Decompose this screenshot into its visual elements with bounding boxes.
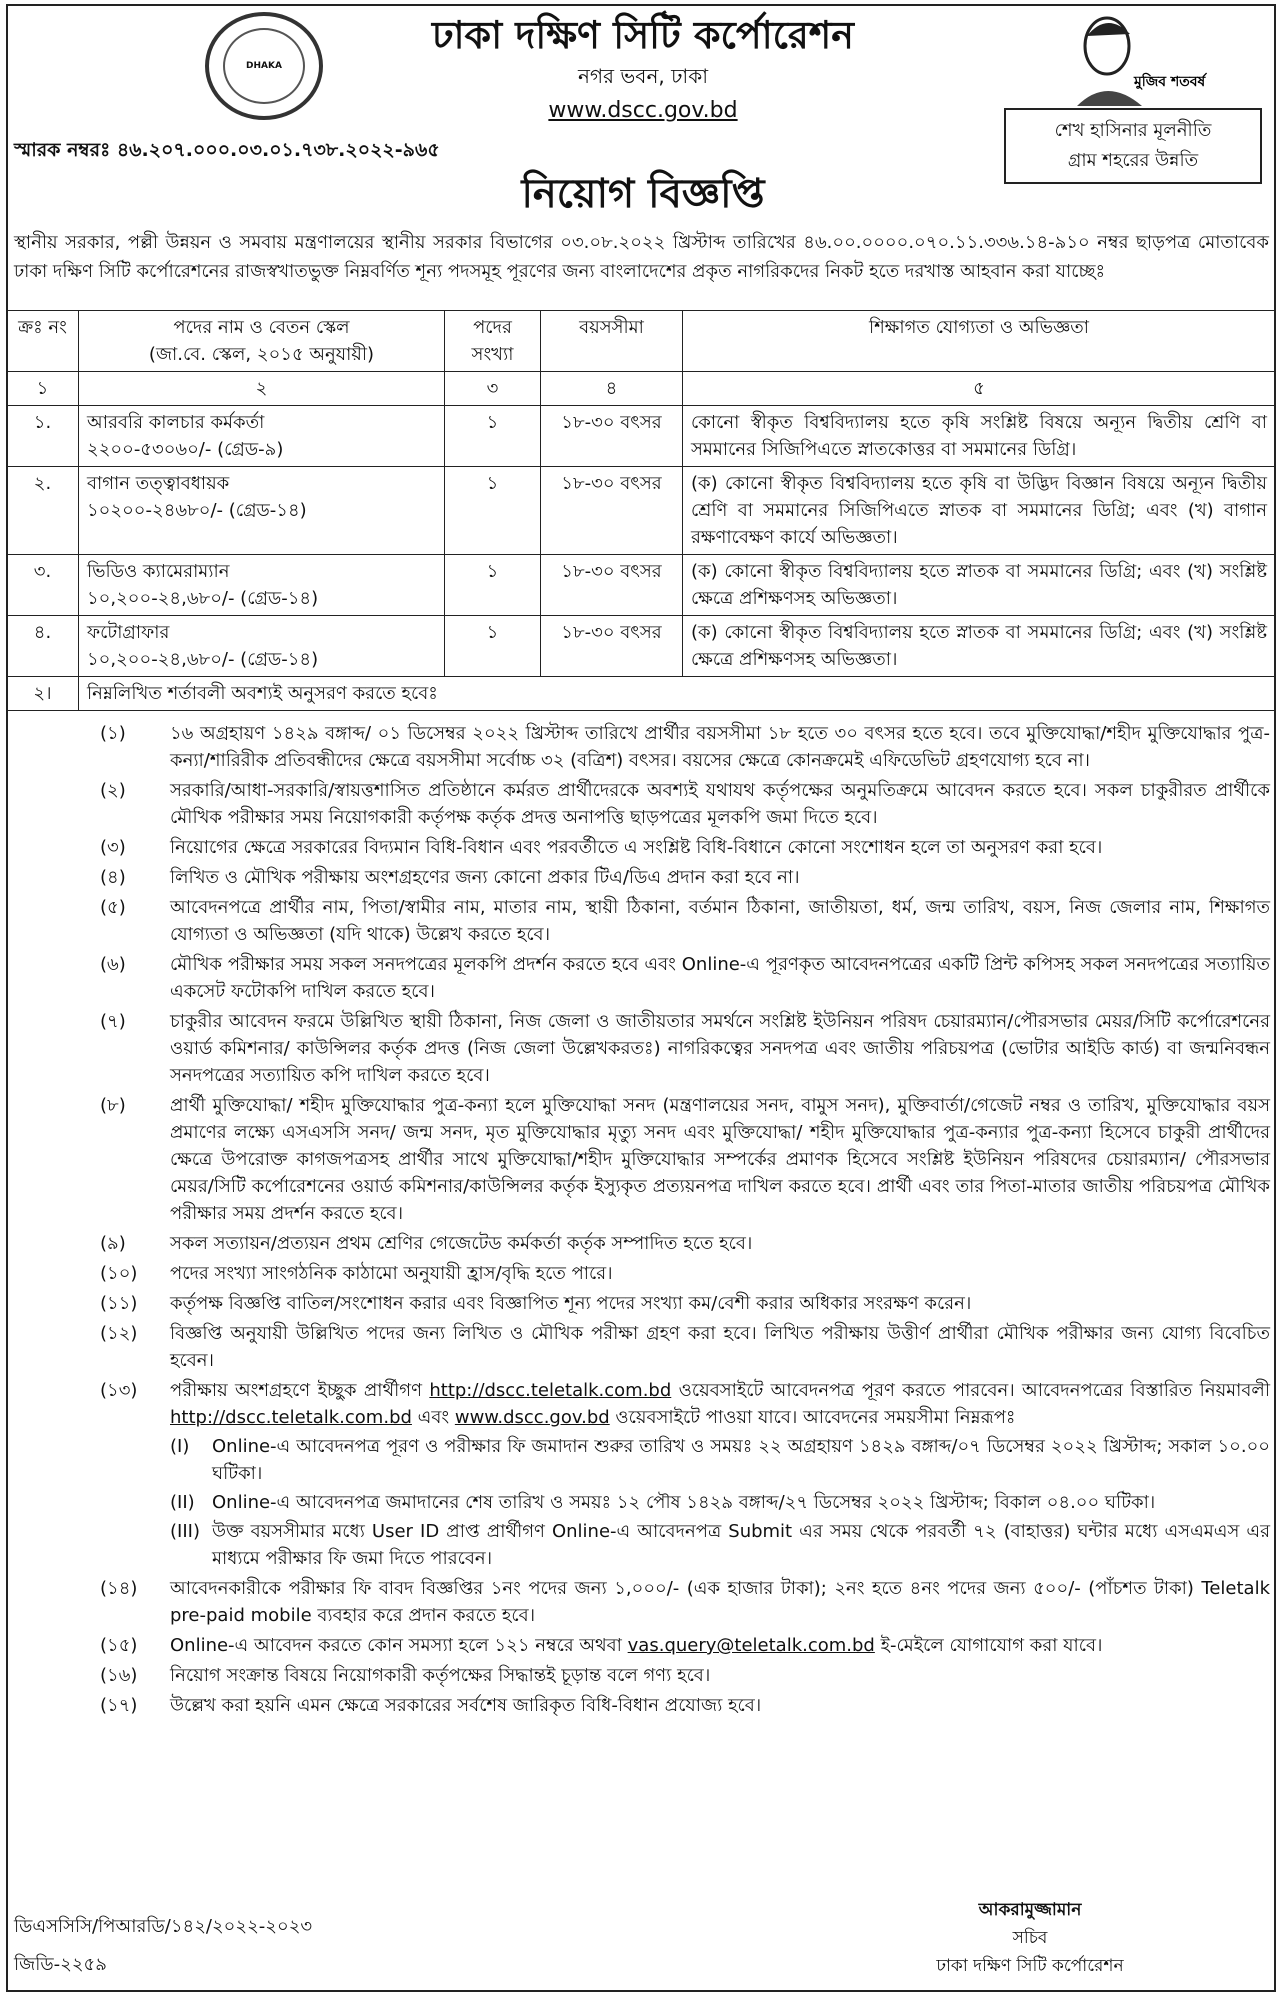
row-post (79, 406, 445, 467)
rule-text: ওয়েবসাইটে পাওয়া যাবে। আবেদনের সময়সীমা নিম্নরূপঃ (615, 1407, 1016, 1428)
notice-title: নিয়োগ বিজ্ঞপ্তি (521, 171, 765, 217)
rule-number: (১৭) (100, 1695, 138, 1716)
row-serial: ২. (7, 467, 79, 555)
header-count: পদের সংখ্যা (445, 311, 541, 372)
sub-list-item (170, 1518, 1270, 1572)
sub-rule-text: উক্ত বয়সসীমার মধ্যে User ID প্রাপ্ত প্রার্থীগণ Online-এ আবেদনপত্র Submit এর সময় থেকে পরবর্তী ৭২ (বাহাত্তর) ঘন্টার মধ্যে এসএমএস এর মাধ্যমে পরীক্ষার ফি জমা দিতে পারবেন। (212, 1521, 1270, 1569)
seal-text: DHAKA (246, 61, 282, 71)
rule-text: প্রার্থী মুক্তিযোদ্ধা/ শহীদ মুক্তিযোদ্ধার পুত্র-কন্যা হলে মুক্তিযোদ্ধা সনদ (মন্ত্রণালয়ের সনদ, বামুস সনদ), মুক্তিবার্তা/গেজেট নম্বর ও তারিখ, মুক্তিযোদ্ধার বয়স প্রমাণের লক্ষ্যে এসএসসি সনদ/ জন্ম সনদ, মৃত মুক্তিযোদ্ধার মৃত্যু সনদ এবং মুক্তিযোদ্ধা/ শহীদ মুক্তিযোদ্ধার পুত্র-কন্যার পুত্র-কন্যা হিসেবে চাকুরী প্রার্থীদের ক্ষেত্রে উপরোক্ত কাগজপত্রসহ প্রার্থীর সাথে মুক্তিযোদ্ধা/শহীদ মুক্তিযোদ্ধার সম্পর্কের প্রমাণক হিসেবে সংশ্লিষ্ট ইউনিয়ন পরিষদের চেয়ারম্যান/ পৌরসভার মেয়র/সিটি কর্পোরেশনের ওয়ার্ড কমিশনার/কাউন্সিলর কর্তৃক ইস্যুকৃত প্রত্যয়নপত্র দাখিল করতে হবে। প্রার্থী এবং তার পিতা-মাতার জাতীয় পরিচয়পত্র মৌখিক পরীক্ষার সময় প্রদর্শন করতে হবে। (170, 1095, 1270, 1224)
rule-number: (১৩) (100, 1380, 138, 1401)
row-serial: ৩. (7, 555, 79, 616)
rule-text: সকল সত্যায়ন/প্রত্যয়ন প্রথম শ্রেণির গেজেটেড কর্মকর্তা কর্তৃক সম্পাদিত হতে হবে। (170, 1233, 753, 1254)
row-qualification: কোনো স্বীকৃত বিশ্ববিদ্যালয় হতে কৃষি সংশ্লিষ্ট বিষয়ে অন্যূন দ্বিতীয় শ্রেণি বা সমমানের সিজিপিএতে স্নাতকোত্তর বা সমমানের ডিগ্রি। (683, 406, 1276, 467)
rule-text: মৌখিক পরীক্ষার সময় সকল সনদপত্রের মূলকপি প্রদর্শন করতে হবে এবং Online-এ পূরণকৃত আবেদনপত্রের একটি প্রিন্ট কপিসহ সকল সনদপত্রের সত্যায়িত একসেট ফটোকপি দাখিল করতে হবে। (170, 954, 1270, 1002)
post-name: ভিডিও ক্যামেরাম্যান (87, 561, 230, 582)
list-item-application-process (100, 1377, 1270, 1572)
dscc-website-link[interactable]: www.dscc.gov.bd (454, 1407, 610, 1428)
list-item (100, 1092, 1270, 1227)
row-age: ১৮-৩০ বৎসর (541, 406, 683, 467)
support-email-link[interactable]: vas.query@teletalk.com.bd (627, 1635, 875, 1656)
post-name: আরবরি কালচার কর্মকর্তা (87, 412, 265, 433)
header-post (79, 311, 445, 372)
post-name: বাগান তত্ত্বাবধায়ক (87, 473, 230, 494)
list-item (100, 894, 1270, 948)
sub-rule-number: (III) (170, 1521, 200, 1542)
rule-number: (৭) (100, 1011, 126, 1032)
rule-text: চাকুরীর আবেদন ফরমে উল্লিখিত স্থায়ী ঠিকানা, নিজ জেলা ও জাতীয়তার সমর্থনে সংশ্লিষ্ট ইউনিয়ন পরিষদ চেয়ারম্যান/পৌরসভার মেয়র/সিটি কর্পোরেশনের ওয়ার্ড কমিশনার/ কাউন্সিলর কর্তৃক প্রদত্ত (নিজ জেলা উল্লেখকরতঃ) নাগরিকত্বের সনদপত্র এবং জাতীয় পরিচয়পত্র (ভোটার আইডি কার্ড) বা জন্মনিবন্ধন সনদপত্রের সত্যায়িত কপি দাখিল করতে হবে। (170, 1011, 1270, 1086)
rule-text: আবেদনপত্রে প্রার্থীর নাম, পিতা/স্বামীর নাম, মাতার নাম, স্থায়ী ঠিকানা, বর্তমান ঠিকানা, জাতীয়তা, ধর্ম, জন্ম তারিখ, বয়স, নিজ জেলার নাম, শিক্ষাগত যোগ্যতা ও অভিজ্ঞতা (যদি থাকে) উল্লেখ করতে হবে। (170, 897, 1270, 945)
signatory-office: ঢাকা দক্ষিণ সিটি কর্পোরেশন (936, 1956, 1124, 1976)
intro-paragraph: স্থানীয় সরকার, পল্লী উন্নয়ন ও সমবায় মন্ত্রণালয়ের স্থানীয় সরকার বিভাগের ০৩.০৮.২০২২ খ্রিস্টাব্দ তারিখের ৪৬.০০.০০০০.০৭০.১১.৩৩৬.১৪-৯১০ নম্বর ছাড়পত্র মোতাবেক ঢাকা দক্ষিণ সিটি কর্পোরেশনের রাজস্বখাতভুক্ত নিম্নবর্ণিত শূন্য পদসমূহ পূরণের জন্য বাংলাদেশের প্রকৃত নাগরিকদের নিকট হতে দরখাস্ত আহবান করা যাচ্ছেঃ (14, 232, 1269, 282)
rule-number: (৪) (100, 867, 126, 888)
list-item (100, 720, 1270, 774)
rule-text: উল্লেখ করা হয়নি এমন ক্ষেত্রে সরকারের সর্বশেষ জারিকৃত বিধি-বিধান প্রযোজ্য হবে। (170, 1695, 762, 1716)
signatory-designation: সচিব (1012, 1928, 1048, 1948)
rule-text: ই-মেইলে যোগাযোগ করা যাবে। (880, 1635, 1103, 1656)
motto-line-2: গ্রাম শহরের উন্নতি (1067, 150, 1199, 171)
rule-number: (১৫) (100, 1635, 138, 1656)
table-row (7, 406, 1276, 467)
rule-text: পরীক্ষায় অংশগ্রহণে ইচ্ছুক প্রার্থীগণ (170, 1380, 422, 1401)
rule-text: সরকারি/আধা-সরকারি/স্বায়ত্তশাসিত প্রতিষ্ঠানে কর্মরত প্রার্থীদেরকে অবশ্যই যথাযথ কর্তৃপক্ষের অনুমতিক্রমে আবেদন করতে হবে। সকল চাকুরীরত প্রার্থীকে মৌখিক পরীক্ষার সময় নিয়োগকারী কর্তৃপক্ষ কর্তৃক প্রদত্ত অনাপত্তি ছাড়পত্রের মূলকপি জমা দিতে হবে। (170, 780, 1270, 828)
rule-text: লিখিত ও মৌখিক পরীক্ষায় অংশগ্রহণের জন্য কোনো প্রকার টিএ/ডিএ প্রদান করা হবে না। (170, 867, 800, 888)
header-qualification: শিক্ষাগত যোগ্যতা ও অভিজ্ঞতা (683, 311, 1276, 372)
rule-number: (৮) (100, 1095, 126, 1116)
vacancy-table (6, 310, 1276, 711)
row-qualification: (ক) কোনো স্বীকৃত বিশ্ববিদ্যালয় হতে কৃষি বা উদ্ভিদ বিজ্ঞান বিষয়ে অন্যূন দ্বিতীয় শ্রেণি বা সমমানের সিজিপিএতে স্নাতক বা সমমানের ডিগ্রি; এবং (খ) বাগান রক্ষণাবেক্ষণ কার্যে অভিজ্ঞতা। (683, 467, 1276, 555)
rule-number: (১) (100, 723, 126, 744)
mujib-logo-text: মুজিব শতবর্ষ (1134, 74, 1206, 90)
row-post (79, 555, 445, 616)
rule-text: পদের সংখ্যা সাংগঠনিক কাঠামো অনুযায়ী হ্রাস/বৃদ্ধি হতে পারে। (170, 1263, 613, 1284)
rule-text: Online-এ আবেদন করতে কোন সমস্যা হলে ১২১ নম্বরে অথবা (170, 1635, 622, 1656)
sub-list-item (170, 1489, 1270, 1516)
table-row (7, 616, 1276, 677)
list-item (100, 777, 1270, 831)
row-count: ১ (445, 616, 541, 677)
signature-block (880, 1896, 1180, 1980)
list-item (100, 864, 1270, 891)
rule-text: নিয়োগের ক্ষেত্রে সরকারের বিদ্যমান বিধি-বিধান এবং পরবর্তীতে এ সংশ্লিষ্ট বিধি-বিধানে কোনো সংশোধন হলে তা অনুসরণ করা হবে। (170, 837, 1103, 858)
rule-number: (১২) (100, 1323, 138, 1344)
row-post (79, 616, 445, 677)
list-item (100, 1632, 1270, 1659)
signatory-name: আকরামুজ্জামান (978, 1900, 1082, 1920)
row-post (79, 467, 445, 555)
sub-list-item (170, 1433, 1270, 1487)
list-item (100, 1575, 1270, 1629)
footer-references (14, 1908, 312, 1984)
gd-number: জিডি-২২৫৯ (14, 1954, 107, 1975)
organization-name: ঢাকা দক্ষিণ সিটি কর্পোরেশন (432, 13, 854, 57)
conditions-title-row (7, 677, 1276, 711)
row-serial: ৪. (7, 616, 79, 677)
sub-rule-number: (I) (170, 1436, 190, 1457)
rule-text: কর্তৃপক্ষ বিজ্ঞপ্তি বাতিল/সংশোধন করার এবং বিজ্ঞাপিত শূন্য পদের সংখ্যা কম/বেশী করার অধিকার সংরক্ষণ করেন। (170, 1293, 972, 1314)
header-post-line1: পদের নাম ও বেতন স্কেল (173, 317, 350, 338)
teletalk-link[interactable]: http://dscc.teletalk.com.bd (170, 1407, 412, 1428)
sub-rule-text: Online-এ আবেদনপত্র জমাদানের শেষ তারিখ ও সময়ঃ ১২ পৌষ ১৪২৯ বঙ্গাব্দ/২৭ ডিসেম্বর ২০২২ খ্রিস্টাব্দ; বিকাল ০৪.০০ ঘটিকা। (212, 1492, 1156, 1513)
rule-text: ১৬ অগ্রহায়ণ ১৪২৯ বঙ্গাব্দ/ ০১ ডিসেম্বর ২০২২ খ্রিস্টাব্দ তারিখে প্রার্থীর বয়সসীমা ১৮ হতে ৩০ বৎসর হতে হবে। তবে মুক্তিযোদ্ধা/শহীদ মুক্তিযোদ্ধার পুত্র-কন্যা/শারিরীক প্রতিবন্ধীদের ক্ষেত্রে বয়সসীমা সর্বোচ্চ ৩২ (বত্রিশ) বৎসর। বয়সের ক্ষেত্রে কোনক্রমেই এফিডেভিট গ্রহণযোগ্য হবে না। (170, 723, 1270, 771)
rule-text: নিয়োগ সংক্রান্ত বিষয়ে নিয়োগকারী কর্তৃপক্ষের সিদ্ধান্তই চূড়ান্ত বলে গণ্য হবে। (170, 1665, 711, 1686)
list-item (100, 1320, 1270, 1374)
col-number: ৩ (445, 372, 541, 406)
list-item (100, 1230, 1270, 1257)
sub-rule-text: Online-এ আবেদনপত্র পূরণ ও পরীক্ষার ফি জমাদান শুরুর তারিখ ও সময়ঃ ২২ অগ্রহায়ণ ১৪২৯ বঙ্গাব্দ/০৭ ডিসেম্বর ২০২২ খ্রিস্টাব্দ; সকাল ১০.০০ ঘটিকা। (212, 1436, 1270, 1484)
table-row (7, 555, 1276, 616)
header-serial: ক্রঃ নং (7, 311, 79, 372)
row-age: ১৮-৩০ বৎসর (541, 555, 683, 616)
list-item (100, 1290, 1270, 1317)
rule-number: (১৪) (100, 1578, 138, 1599)
row-count: ১ (445, 555, 541, 616)
organization-address: নগর ভবন, ঢাকা (578, 64, 708, 88)
rule-text: বিজ্ঞপ্তি অনুযায়ী উল্লিখিত পদের জন্য লিখিত ও মৌখিক পরীক্ষা গ্রহণ করা হবে। লিখিত পরীক্ষায় উত্তীর্ণ প্রার্থীরা মৌখিক পরীক্ষার জন্য যোগ্য বিবেচিত হবেন। (170, 1323, 1270, 1371)
list-item (100, 834, 1270, 861)
header-age: বয়সসীমা (541, 311, 683, 372)
list-item (100, 1008, 1270, 1089)
pay-scale: ২২০০-৫৩০৬০/- (গ্রেড-৯) (87, 439, 284, 460)
header-post-line2: (জা.বে. স্কেল, ২০১৫ অনুযায়ী) (148, 344, 375, 365)
sub-rule-number: (II) (170, 1492, 195, 1513)
col-number: ১ (7, 372, 79, 406)
reference-number: ডিএসসিসি/পিআরডি/১৪২/২০২২-২০২৩ (14, 1916, 313, 1937)
row-count: ১ (445, 467, 541, 555)
table-header-row (7, 311, 1276, 372)
row-age: ১৮-৩০ বৎসর (541, 616, 683, 677)
list-item (100, 1260, 1270, 1287)
rule-number: (১০) (100, 1263, 138, 1284)
rule-number: (১৬) (100, 1665, 138, 1686)
conditions-title: নিম্নলিখিত শর্তাবলী অবশ্যই অনুসরণ করতে হবেঃ (79, 677, 1276, 711)
list-item (100, 951, 1270, 1005)
col-number: ৫ (683, 372, 1276, 406)
rule-number: (৩) (100, 837, 126, 858)
mujib-centenary-logo (1062, 6, 1212, 106)
row-qualification: (ক) কোনো স্বীকৃত বিশ্ববিদ্যালয় হতে স্নাতক বা সমমানের ডিগ্রি; এবং (খ) সংশ্লিষ্ট ক্ষেত্রে প্রশিক্ষণসহ অভিজ্ঞতা। (683, 555, 1276, 616)
rule-number: (৯) (100, 1233, 126, 1254)
conditions-list (100, 720, 1270, 1722)
row-serial: ১. (7, 406, 79, 467)
row-count: ১ (445, 406, 541, 467)
rule-number: (২) (100, 780, 126, 801)
rule-number: (৫) (100, 897, 126, 918)
conditions-serial: ২। (7, 677, 79, 711)
list-item (100, 1662, 1270, 1689)
list-item (100, 1692, 1270, 1719)
rule-text: ওয়েবসাইটে আবেদনপত্র পূরণ করতে পারবেন। আবেদনপত্রের বিস্তারিত নিয়মাবলী (678, 1380, 1270, 1401)
post-name: ফটোগ্রাফার (87, 622, 170, 643)
column-number-row (7, 372, 1276, 406)
pay-scale: ১০,২০০-২৪,৬৮০/- (গ্রেড-১৪) (87, 588, 319, 609)
rule-text: এবং (417, 1407, 450, 1428)
pay-scale: ১০২০০-২৪৬৮০/- (গ্রেড-১৪) (87, 500, 307, 521)
website-link[interactable]: www.dscc.gov.bd (548, 98, 738, 123)
memo-number: স্মারক নম্বরঃ ৪৬.২০৭.০০০.০৩.০১.৭৩৮.২০২২-৯৬৫ (14, 139, 440, 161)
rule-text: আবেদনকারীকে পরীক্ষার ফি বাবদ বিজ্ঞপ্তির ১নং পদের জন্য ১,০০০/- (এক হাজার টাকা); ২নং হতে ৪নং পদের জন্য ৫০০/- (পাঁচশত টাকা) Teletalk pre-paid mobile ব্যবহার করে প্রদান করতে হবে। (170, 1578, 1270, 1626)
table-row (7, 467, 1276, 555)
pay-scale: ১০,২০০-২৪,৬৮০/- (গ্রেড-১৪) (87, 649, 319, 670)
row-qualification: (ক) কোনো স্বীকৃত বিশ্ববিদ্যালয় হতে স্নাতক বা সমমানের ডিগ্রি; এবং (খ) সংশ্লিষ্ট ক্ষেত্রে প্রশিক্ষণসহ অভিজ্ঞতা। (683, 616, 1276, 677)
rule-number: (১১) (100, 1293, 138, 1314)
motto-line-1: শেখ হাসিনার মূলনীতি (1054, 120, 1212, 141)
teletalk-link[interactable]: http://dscc.teletalk.com.bd (429, 1380, 672, 1401)
col-number: ২ (79, 372, 445, 406)
row-age: ১৮-৩০ বৎসর (541, 467, 683, 555)
rule-number: (৬) (100, 954, 126, 975)
col-number: ৪ (541, 372, 683, 406)
